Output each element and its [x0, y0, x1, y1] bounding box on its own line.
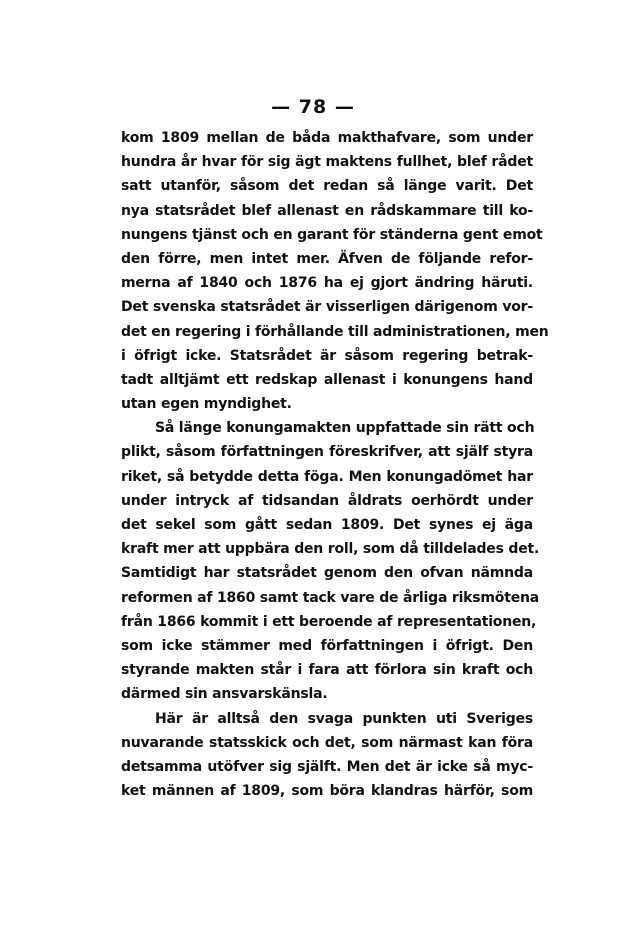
text-line: den förre, men intet mer. Äfven de följande refor-: [121, 250, 533, 267]
text-line: som icke stämmer med författningen i öfrigt. Den: [121, 637, 533, 654]
text-line: ket männen af 1809, som böra klandras härför, som: [121, 783, 533, 800]
body-text: [121, 126, 549, 803]
text-line: Så länge konungamakten uppfattade sin rätt och: [155, 420, 535, 437]
text-line: hundra år hvar för sig ägt maktens fullhet, blef rådet: [121, 154, 533, 171]
text-line: detsamma utöfver sig själft. Men det är icke så myc-: [121, 758, 533, 775]
text-line: Här är alltså den svaga punkten uti Sveriges: [155, 710, 533, 727]
text-line: utan egen myndighet.: [121, 396, 292, 413]
page-number: — 78 —: [271, 96, 355, 118]
text-line: under intryck af tidsandan åldrats oerhördt under: [121, 492, 533, 509]
text-line: därmed sin ansvarskänsla.: [121, 686, 328, 703]
text-line: kom 1809 mellan de båda makthafvare, som under: [121, 130, 533, 146]
text-line: nuvarande statsskick och det, som närmast kan föra: [121, 734, 533, 751]
text-line: riket, så betydde detta föga. Men konungadömet har: [121, 468, 533, 485]
text-line: det sekel som gått sedan 1809. Det synes ej äga: [121, 517, 533, 533]
text-line: i öfrigt icke. Statsrådet är såsom regering betrak-: [121, 347, 533, 364]
text-line: nya statsrådet blef allenast en rådskammare till ko-: [121, 202, 533, 219]
text-line: det en regering i förhållande till administrationen, men: [121, 323, 549, 340]
text-line: styrande makten står i fara att förlora sin kraft och: [121, 662, 533, 679]
text-line: kraft mer att uppbära den roll, som då tilldelades det.: [121, 541, 540, 558]
text-line: plikt, såsom författningen föreskrifver, att själf styra: [121, 444, 533, 461]
text-line: satt utanför, såsom det redan så länge varit. Det: [121, 178, 533, 195]
text-line: tadt alltjämt ett redskap allenast i konungens hand: [121, 371, 533, 388]
text-line: reformen af 1860 samt tack vare de årliga riksmötena: [121, 589, 540, 606]
text-line: Samtidigt har statsrådet genom den ofvan nämnda: [121, 565, 533, 582]
text-line: från 1866 kommit i ett beroende af representationen,: [121, 613, 537, 630]
text-line: merna af 1840 och 1876 ha ej gjort ändring häruti.: [121, 275, 533, 292]
text-line: nungens tjänst och en garant för ständerna gent emot: [121, 226, 543, 243]
text-line: Det svenska statsrådet är visserligen därigenom vor-: [121, 299, 533, 316]
